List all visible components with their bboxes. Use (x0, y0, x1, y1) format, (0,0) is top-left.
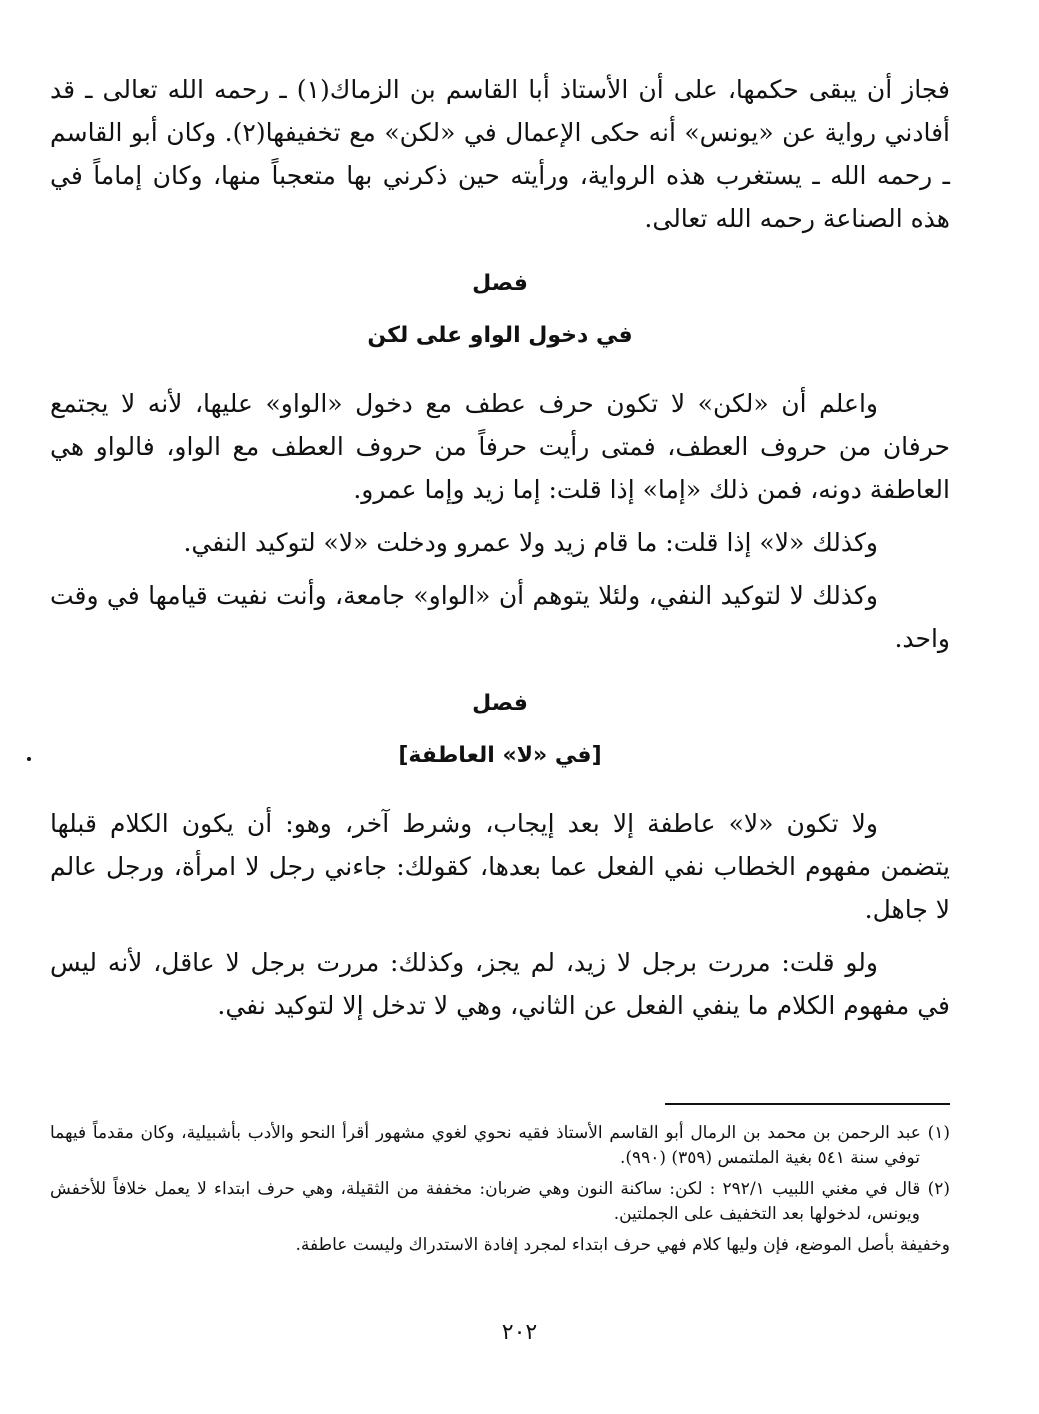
paragraph-continuation: فجاز أن يبقى حكمها، على أن الأستاذ أبا القاسم بن الزماك(١) ـ رحمه الله تعالى ـ قد أفادني رواية عن «يونس» أنه حكى الإعمال في «لكن» مع تخفيفها(٢). وكان أبو القاسم ـ رحمه الله ـ يستغرب هذه الرواية، ورأيته حين ذكرني بها متعجباً منها، وكان إماماً في هذه الصناعة رحمه الله تعالى. (50, 75, 950, 233)
paragraph: وكذلك «لا» إذا قلت: ما قام زيد ولا عمرو ودخلت «لا» لتوكيد النفي. (183, 528, 878, 557)
footnotes (50, 1121, 950, 1258)
footnote-continuation: وخفيفة بأصل الموضع، فإن وليها كلام فهي حرف ابتداء لمجرد إفادة الاستدراك وليست عاطفة. (295, 1235, 950, 1255)
section-heading-1 (50, 258, 950, 362)
page-body (50, 68, 950, 1037)
section-title: في دخول الواو على لكن (367, 323, 633, 348)
footnote: (١) عبد الرحمن بن محمد بن الرمال أبو القاسم الأستاذ فقيه نحوي لغوي مشهور أقرأ النحو والأدب بأشبيلية، وكان مقدماً فيهما توفي سنة ٥٤١ بغية الملتمس (٣٥٩) (٩٩٠). (50, 1123, 950, 1168)
section-label: فصل (472, 691, 528, 716)
section-heading-2 (50, 678, 950, 782)
section-title: [في «لا» العاطفة] (398, 743, 602, 768)
paragraph: ولا تكون «لا» عاطفة إلا بعد إيجاب، وشرط آخر، وهو: أن يكون الكلام قبلها يتضمن مفهوم الخطاب نفي الفعل عما بعدها، كقولك: جاءني رجل لا امرأة، ورجل عالم لا جاهل. (50, 809, 950, 924)
footnote-separator (665, 1103, 950, 1105)
stray-mark (27, 757, 31, 761)
paragraph: واعلم أن «لكن» لا تكون حرف عطف مع دخول «الواو» عليها، لأنه لا يجتمع حرفان من حروف العطف، فمتى رأيت حرفاً من حروف العطف مع الواو، فالواو هي العاطفة دونه، فمن ذلك «إما» إذا قلت: إما زيد وإما عمرو. (50, 389, 950, 504)
paragraph: وكذلك لا لتوكيد النفي، ولئلا يتوهم أن «الواو» جامعة، وأنت نفيت قيامها في وقت واحد. (50, 581, 950, 653)
page-number: ٢٠٢ (501, 1320, 538, 1345)
section-label: فصل (472, 271, 528, 296)
footnote: (٢) قال في مغني اللبيب ٢٩٢/١ : لكن: ساكنة النون وهي ضربان: مخففة من الثقيلة، وهي حرف ابتداء لا يعمل خلافاً للأخفش ويونس، لدخولها بعد التخفيف على الجملتين. (50, 1179, 950, 1224)
paragraph: ولو قلت: مررت برجل لا زيد، لم يجز، وكذلك: مررت برجل لا عاقل، لأنه ليس في مفهوم الكلام ما ينفي الفعل عن الثاني، وهي لا تدخل إلا لتوكيد نفي. (50, 948, 950, 1020)
